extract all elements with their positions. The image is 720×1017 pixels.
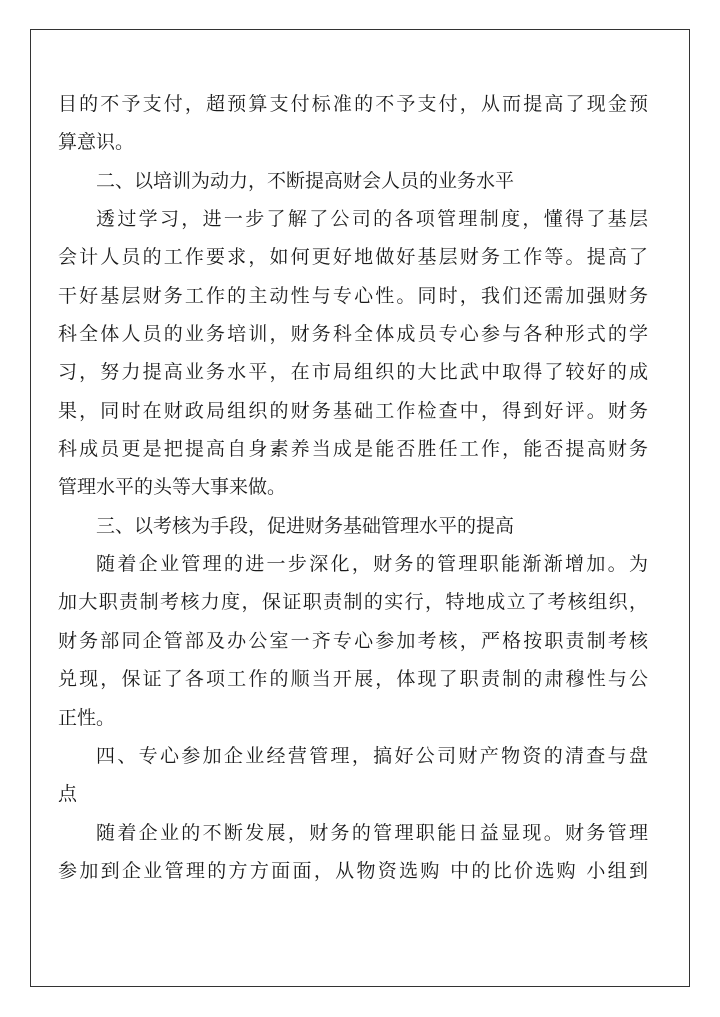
document-body (58, 85, 648, 890)
text-line: 随着企业管理的进一步深化，财务的管理职能渐渐增加。为 (96, 553, 648, 576)
text-line: 干好基层财务工作的主动性与专心性。同时，我们还需加强财务 (58, 284, 648, 307)
text-line: 透过学习，进一步了解了公司的各项管理制度，懂得了基层 (96, 208, 648, 231)
text-line: 财务部同企管部及办公室一齐专心参加考核，严格按职责制考核 (58, 629, 648, 652)
text-line: 果，同时在财政局组织的财务基础工作检查中，得到好评。财务 (58, 399, 648, 422)
text-line: 随着企业的不断发展，财务的管理职能日益显现。财务管理 (96, 821, 648, 844)
section-heading: 二、以培训为动力，不断提高财会人员的业务水平 (96, 169, 515, 192)
text-line: 算意识。 (58, 131, 135, 154)
text-line: 兑现，保证了各项工作的顺当开展，体现了职责制的肃穆性与公 (58, 668, 648, 691)
text-line: 正性。 (58, 706, 116, 729)
text-line: 管理水平的头等大事来做。 (58, 476, 287, 499)
section-heading: 三、以考核为手段，促进财务基础管理水平的提高 (96, 514, 515, 537)
text-line: 科成员更是把提高自身素养当成是能否胜任工作，能否提高财务 (58, 438, 648, 461)
text-line: 习，努力提高业务水平，在市局组织的大比武中取得了较好的成 (58, 361, 648, 384)
text-line: 目的不予支付，超预算支付标准的不予支付，从而提高了现金预 (58, 93, 648, 115)
text-line: 参加到企业管理的方方面面，从物资选购 中的比价选购 小组到 (58, 859, 648, 882)
text-line: 科全体人员的业务培训，财务科全体成员专心参与各种形式的学 (58, 323, 648, 346)
text-line: 加大职责制考核力度，保证职责制的实行，特地成立了考核组织， (58, 591, 648, 614)
section-heading: 四、专心参加企业经营管理，搞好公司财产物资的清查与盘 (96, 744, 648, 767)
text-line: 会计人员的工作要求，如何更好地做好基层财务工作等。提高了 (58, 246, 648, 269)
section-heading-continued: 点 (58, 783, 78, 806)
